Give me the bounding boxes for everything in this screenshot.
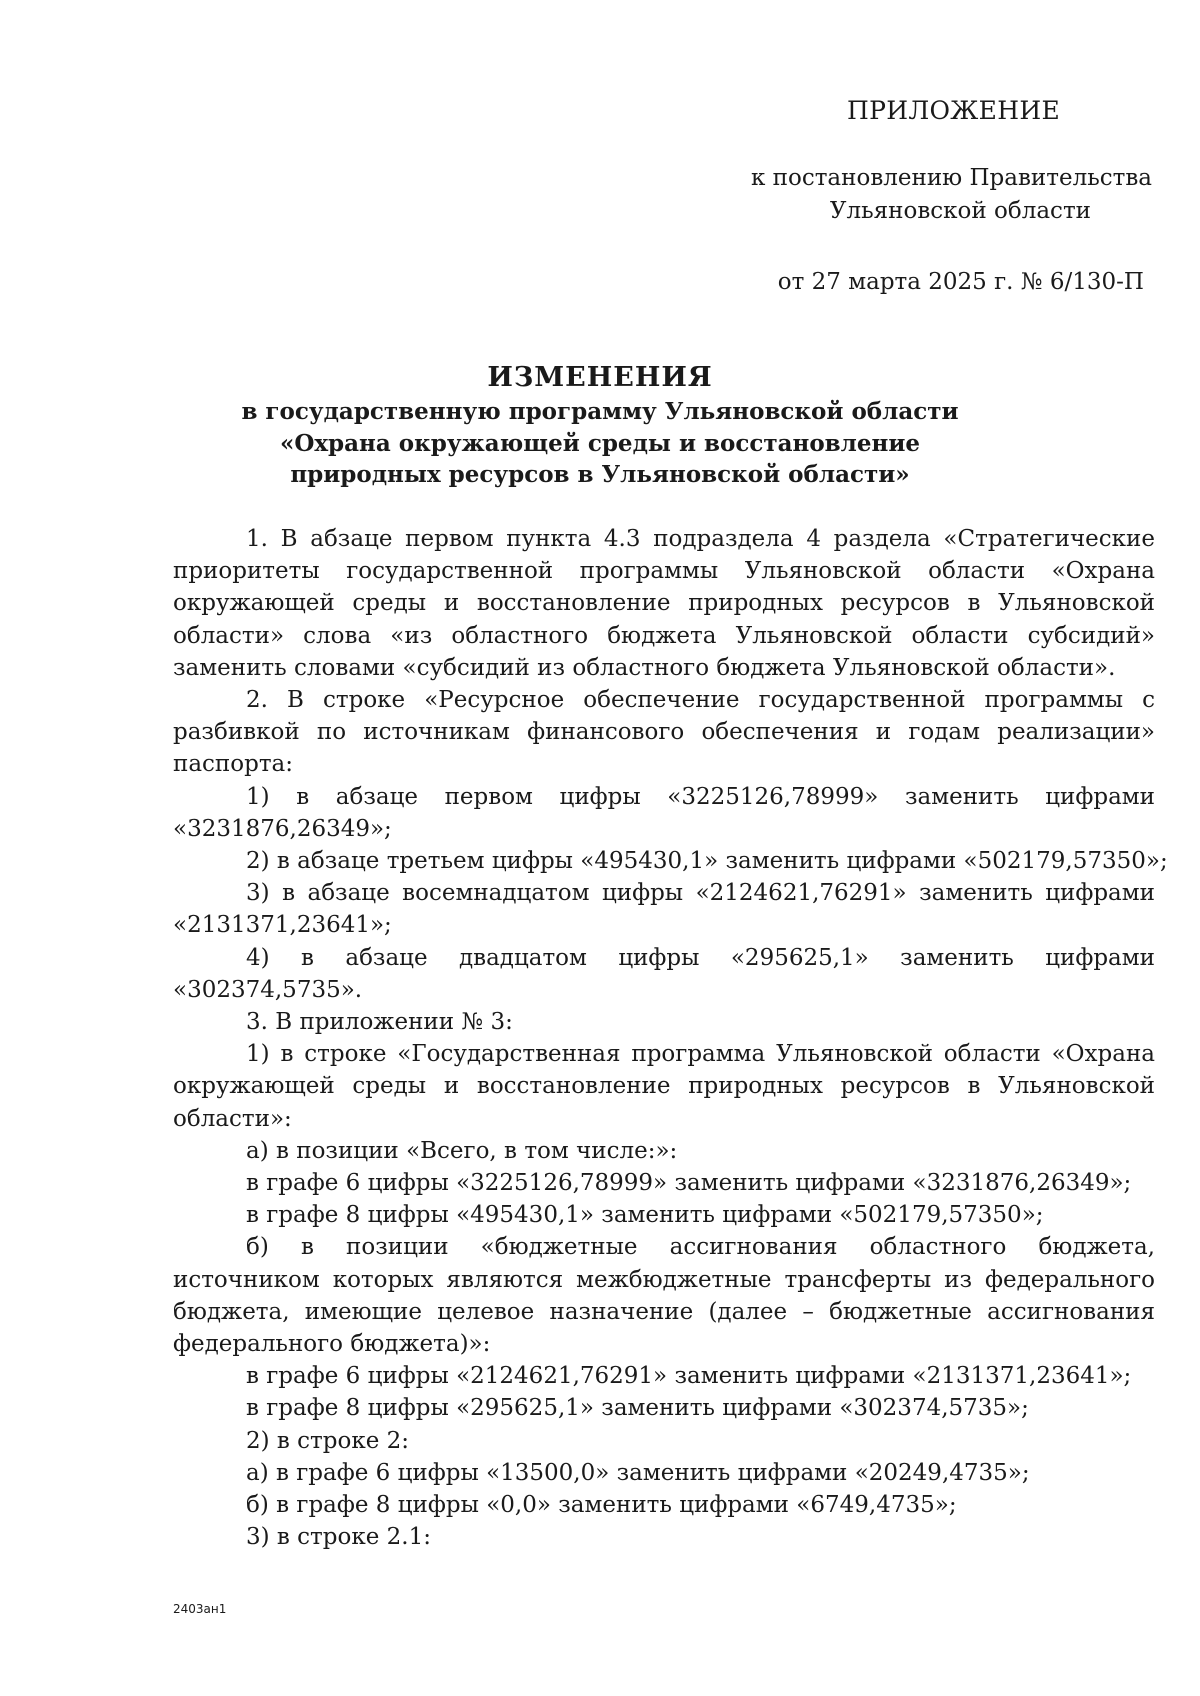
paragraph-2-item-1: 1) в абзаце первом цифры «3225126,78999» заменить цифрами «3231876,26349»; [173,783,1155,842]
paragraph-2-item-4: 4) в абзаце двадцатом цифры «295625,1» заменить цифрами «302374,5735». [173,944,1155,1003]
document-body [173,523,1168,1554]
paragraph-3-item-1a-column-6: в графе 6 цифры «3225126,78999» заменить цифрами «3231876,26349»; [246,1170,1132,1197]
paragraph-2: 2. В строке «Ресурсное обеспечение государственной программы с разбивкой по источникам финансового обеспечения и годам реализации» паспорта: [173,687,1155,778]
resolution-reference-line1: к постановлению Правительства [750,165,1152,191]
paragraph-2-item-3: 3) в абзаце восемнадцатом цифры «2124621,76291» заменить цифрами «2131371,23641»; [173,880,1155,939]
paragraph-3-item-3: 3) в строке 2.1: [246,1524,431,1551]
document-heading [0,360,1200,491]
resolution-date-number: от 27 марта 2025 г. № 6/130-П [777,269,1144,295]
heading-subtitle-line1: в государственную программу Ульяновской области [241,398,959,425]
paragraph-2-item-2: 2) в абзаце третьем цифры «495430,1» заменить цифрами «502179,57350»; [246,848,1168,875]
paragraph-3-item-1b: б) в позиции «бюджетные ассигнования областного бюджета, источником которых являются межбюджетные трансферты из федерального бюджета, имеющие целевое назначение (далее – бюджетные ассигнования федерального бюджета)»: [173,1234,1155,1358]
paragraph-3-item-2a: а) в графе 6 цифры «13500,0» заменить цифрами «20249,4735»; [246,1459,1030,1486]
paragraph-3-item-1: 1) в строке «Государственная программа Ульяновской области «Охрана окружающей среды и восстановление природных ресурсов в Ульяновской области»: [173,1041,1155,1132]
paragraph-3: 3. В приложении № 3: [246,1009,513,1036]
resolution-reference [0,162,1152,228]
paragraph-3-item-2b: б) в графе 8 цифры «0,0» заменить цифрами «6749,4735»; [246,1492,957,1519]
paragraph-3-item-1b-column-6: в графе 6 цифры «2124621,76291» заменить цифрами «2131371,23641»; [246,1363,1132,1390]
heading-subtitle-line2: «Охрана окружающей среды и восстановление [279,429,921,457]
resolution-reference-line2: Ульяновской области [829,198,1091,224]
paragraph-3-item-2: 2) в строке 2: [246,1427,410,1454]
heading-title: ИЗМЕНЕНИЯ [487,362,713,393]
paragraph-1: 1. В абзаце первом пункта 4.3 подраздела 4 раздела «Стратегические приоритеты государственной программы Ульяновской области «Охрана окружающей среды и восстановление природных ресурсов в Ульяновской области» слова «из областного бюджета Ульяновской области субсидий» заменить словами «субсидий из областного бюджета Ульяновской области». [173,526,1155,681]
footer-document-code: 2403ан1 [173,1602,227,1616]
paragraph-3-item-1a: а) в позиции «Всего, в том числе:»: [246,1137,678,1164]
appendix-title: ПРИЛОЖЕНИЕ [847,96,1060,125]
paragraph-3-item-1a-column-8: в графе 8 цифры «495430,1» заменить цифрами «502179,57350»; [246,1202,1044,1229]
heading-subtitle-line3: природных ресурсов в Ульяновской области» [290,461,910,488]
paragraph-3-item-1b-column-8: в графе 8 цифры «295625,1» заменить цифрами «302374,5735»; [246,1395,1029,1422]
